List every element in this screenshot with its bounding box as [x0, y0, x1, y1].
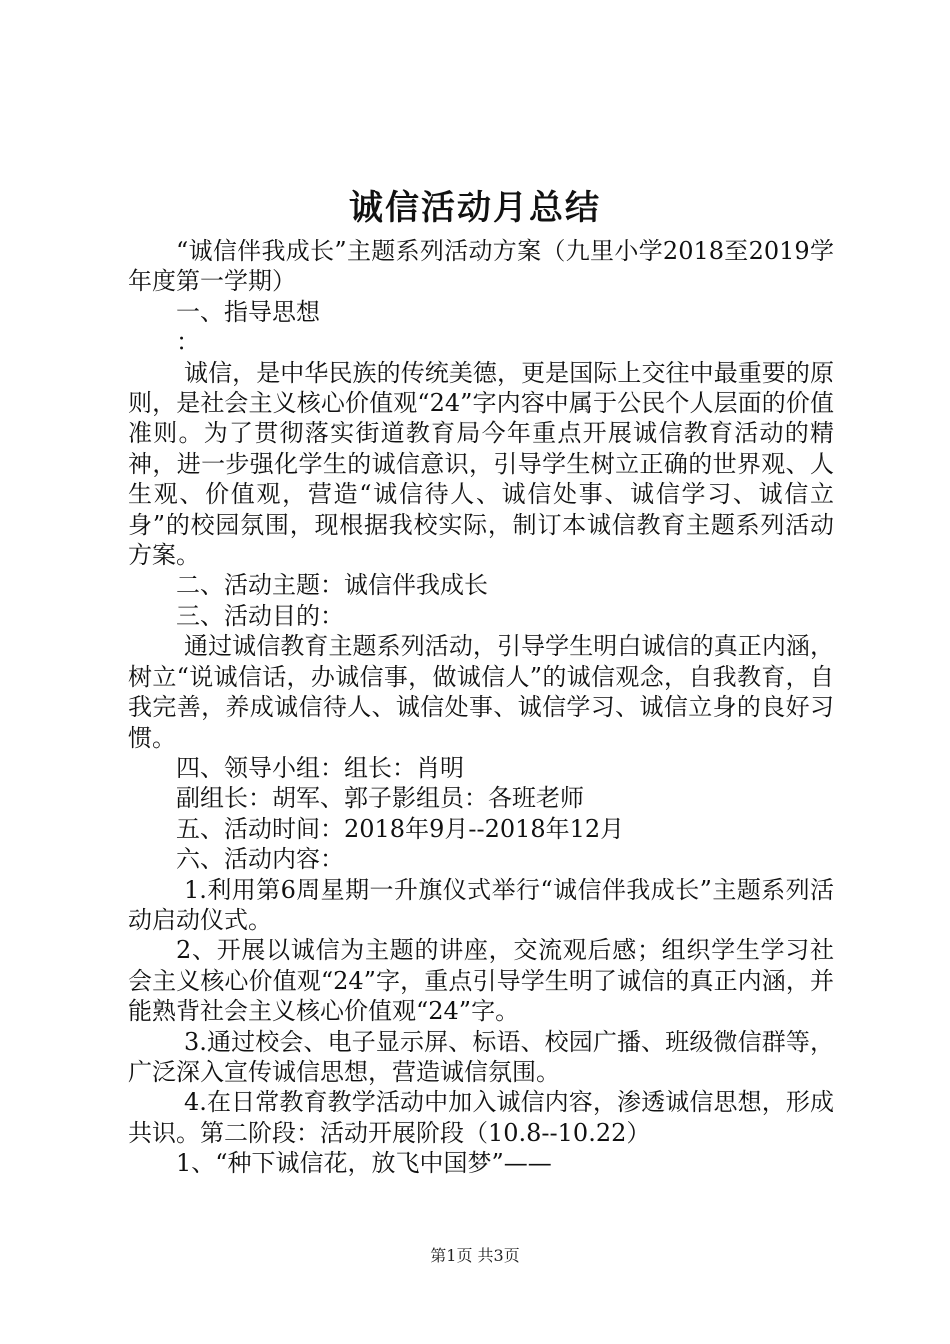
paragraph-plan-title: “诚信伴我成长”主题系列活动方案（九里小学2018至2019学年度第一学期）: [128, 237, 834, 296]
heading-activity-time: 五、活动时间：2018年9月--2018年12月: [176, 814, 625, 843]
paragraph-deputy-leaders: 副组长：胡军、郭子影组员：各班老师: [176, 784, 584, 813]
paragraph-colon: ：: [176, 328, 200, 357]
heading-guiding-thought: 一、指导思想: [176, 297, 320, 326]
list-item-2: 2、开展以诚信为主题的讲座，交流观后感；组织学生学习社会主义核心价值观“24”字，重点引导学生明了诚信的真正内涵，并能熟背社会主义核心价值观“24”字。: [128, 936, 834, 1026]
list-item-3: 3.通过校会、电子显示屏、标语、校园广播、班级微信群等，广泛深入宣传诚信思想，营造诚信氛围。: [128, 1027, 834, 1086]
heading-activity-content: 六、活动内容：: [176, 845, 344, 874]
document-title: 诚信活动月总结: [349, 188, 601, 228]
heading-activity-purpose: 三、活动目的：: [176, 601, 344, 630]
paragraph-integrity-intro: 诚信，是中华民族的传统美德，更是国际上交往中最重要的原则，是社会主义核心价值观“24”字内容中属于公民个人层面的价值准则。为了贯彻落实街道教育局今年重点开展诚信教育活动的精神，进一步强化学生的诚信意识，引导学生树立正确的世界观、人生观、价值观，营造“诚信待人、诚信处事、诚信学习、诚信立身”的校园氛围，现根据我校实际，制订本诚信教育主题系列活动方案。: [128, 358, 834, 570]
heading-activity-theme: 二、活动主题：诚信伴我成长: [176, 571, 488, 600]
list-item-phase2-1: 1、“种下诚信花，放飞中国梦”——: [176, 1149, 552, 1178]
heading-leadership-group: 四、领导小组：组长：肖明: [176, 753, 464, 782]
paragraph-activity-purpose: 通过诚信教育主题系列活动，引导学生明白诚信的真正内涵，树立“说诚信话，办诚信事，做诚信人”的诚信观念，自我教育，自我完善，养成诚信待人、诚信处事、诚信学习、诚信立身的良好习惯。: [128, 632, 834, 752]
document-body: [128, 236, 834, 1179]
list-item-1: 1.利用第6周星期一升旗仪式举行“诚信伴我成长”主题系列活动启动仪式。: [128, 875, 834, 934]
list-item-4: 4.在日常教育教学活动中加入诚信内容，渗透诚信思想，形成共识。第二阶段：活动开展阶段（10.8--10.22）: [128, 1088, 834, 1147]
page-footer: 第1页 共3页: [430, 1246, 520, 1265]
